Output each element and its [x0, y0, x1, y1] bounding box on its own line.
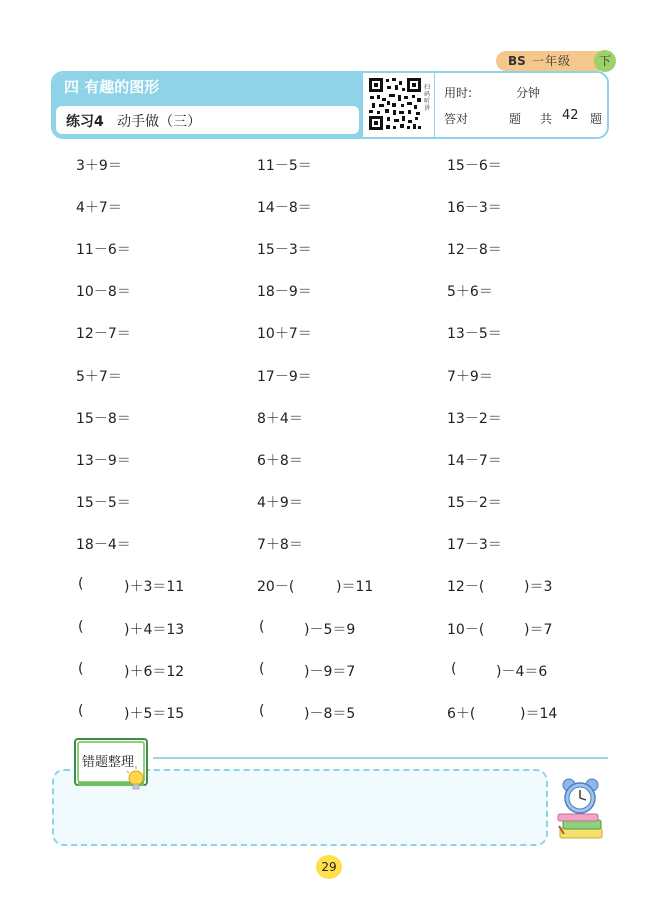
exercise-item: 15－6＝: [447, 158, 502, 174]
exercise-item: 15－3＝: [257, 242, 312, 258]
exercise-item: 18－4＝: [76, 537, 131, 553]
blank-expression: )＝3: [524, 579, 553, 595]
exercise-item: 4＋7＝: [76, 200, 122, 216]
blank-open: 10－(: [447, 622, 485, 638]
time-unit: 分钟: [516, 86, 541, 100]
exercise-item: 5＋7＝: [76, 369, 122, 385]
blank-open: (: [78, 703, 84, 719]
blank-expression: )＝7: [524, 622, 553, 638]
blank-expression: )＝11: [336, 579, 374, 595]
blank-expression: )＋6＝12: [124, 664, 185, 680]
grade-tag: [496, 51, 614, 71]
exercise-item: 15－5＝: [76, 495, 131, 511]
page-number: 29: [316, 855, 342, 879]
exercise-item: 10＋7＝: [257, 326, 312, 342]
exercise-item: 15－8＝: [76, 411, 131, 427]
exercise-item: 14－8＝: [257, 200, 312, 216]
exercise-item: 7＋8＝: [257, 537, 303, 553]
series-label: BS: [508, 54, 526, 68]
blank-expression: )－4＝6: [496, 664, 548, 680]
exercise-item: 11－5＝: [257, 158, 312, 174]
exercise-item: 13－9＝: [76, 453, 131, 469]
blank-expression: )－8＝5: [304, 706, 356, 722]
total-count: 42: [562, 108, 579, 123]
blank-expression: )＋3＝11: [124, 579, 185, 595]
exercise-item: 14－7＝: [447, 453, 502, 469]
exercise-item: 13－5＝: [447, 326, 502, 342]
grade-label: 一年级: [532, 54, 572, 68]
blank-expression: )＝14: [520, 706, 558, 722]
header-divider: [434, 73, 435, 137]
mistake-section-title: 错题整理: [82, 755, 135, 770]
blank-open: 12－(: [447, 579, 485, 595]
exercise-item: 15－2＝: [447, 495, 502, 511]
unit-title: 四 有趣的图形: [64, 78, 160, 96]
blank-open: (: [259, 619, 265, 635]
volume-badge: 下: [594, 50, 616, 72]
blank-open: (: [78, 576, 84, 592]
lesson-title: [66, 111, 201, 131]
exercise-item: 17－9＝: [257, 369, 312, 385]
time-label: 用时:: [444, 86, 473, 100]
exercise-item: 5＋6＝: [447, 284, 493, 300]
exercise-item: 13－2＝: [447, 411, 502, 427]
exercise-item: 8＋4＝: [257, 411, 303, 427]
exercise-item: 11－6＝: [76, 242, 131, 258]
blank-open: (: [259, 703, 265, 719]
blank-expression: )＋5＝15: [124, 706, 185, 722]
exercise-item: 3＋9＝: [76, 158, 122, 174]
exercise-item: 16－3＝: [447, 200, 502, 216]
lesson-name: 动手做（三）: [117, 114, 202, 130]
qr-caption: 扫码听讲: [424, 84, 431, 112]
correct-label: 答对: [444, 112, 469, 126]
blank-open: (: [259, 661, 265, 677]
exercise-item: 17－3＝: [447, 537, 502, 553]
total-label: 共: [540, 112, 553, 126]
total-unit: 题: [590, 112, 603, 126]
exercise-item: 12－8＝: [447, 242, 502, 258]
alarm-clock-icon: [556, 778, 606, 842]
exercise-item: 4＋9＝: [257, 495, 303, 511]
lesson-number: 练习4: [66, 114, 104, 130]
blank-open: (: [78, 661, 84, 677]
blank-expression: )－5＝9: [304, 622, 356, 638]
exercise-item: 6＋8＝: [257, 453, 303, 469]
exercise-item: 7＋9＝: [447, 369, 493, 385]
blank-open: (: [78, 619, 84, 635]
blank-open: 6＋(: [447, 706, 476, 722]
section-rule: [153, 757, 608, 759]
exercise-item: 18－9＝: [257, 284, 312, 300]
blank-expression: )＋4＝13: [124, 622, 185, 638]
exercise-item: 10－8＝: [76, 284, 131, 300]
blank-open: (: [451, 661, 457, 677]
exercise-item: 12－7＝: [76, 326, 131, 342]
qr-code-icon[interactable]: [367, 76, 423, 132]
correct-unit: 题: [509, 112, 522, 126]
blank-expression: )－9＝7: [304, 664, 356, 680]
blank-open: 20－(: [257, 579, 295, 595]
